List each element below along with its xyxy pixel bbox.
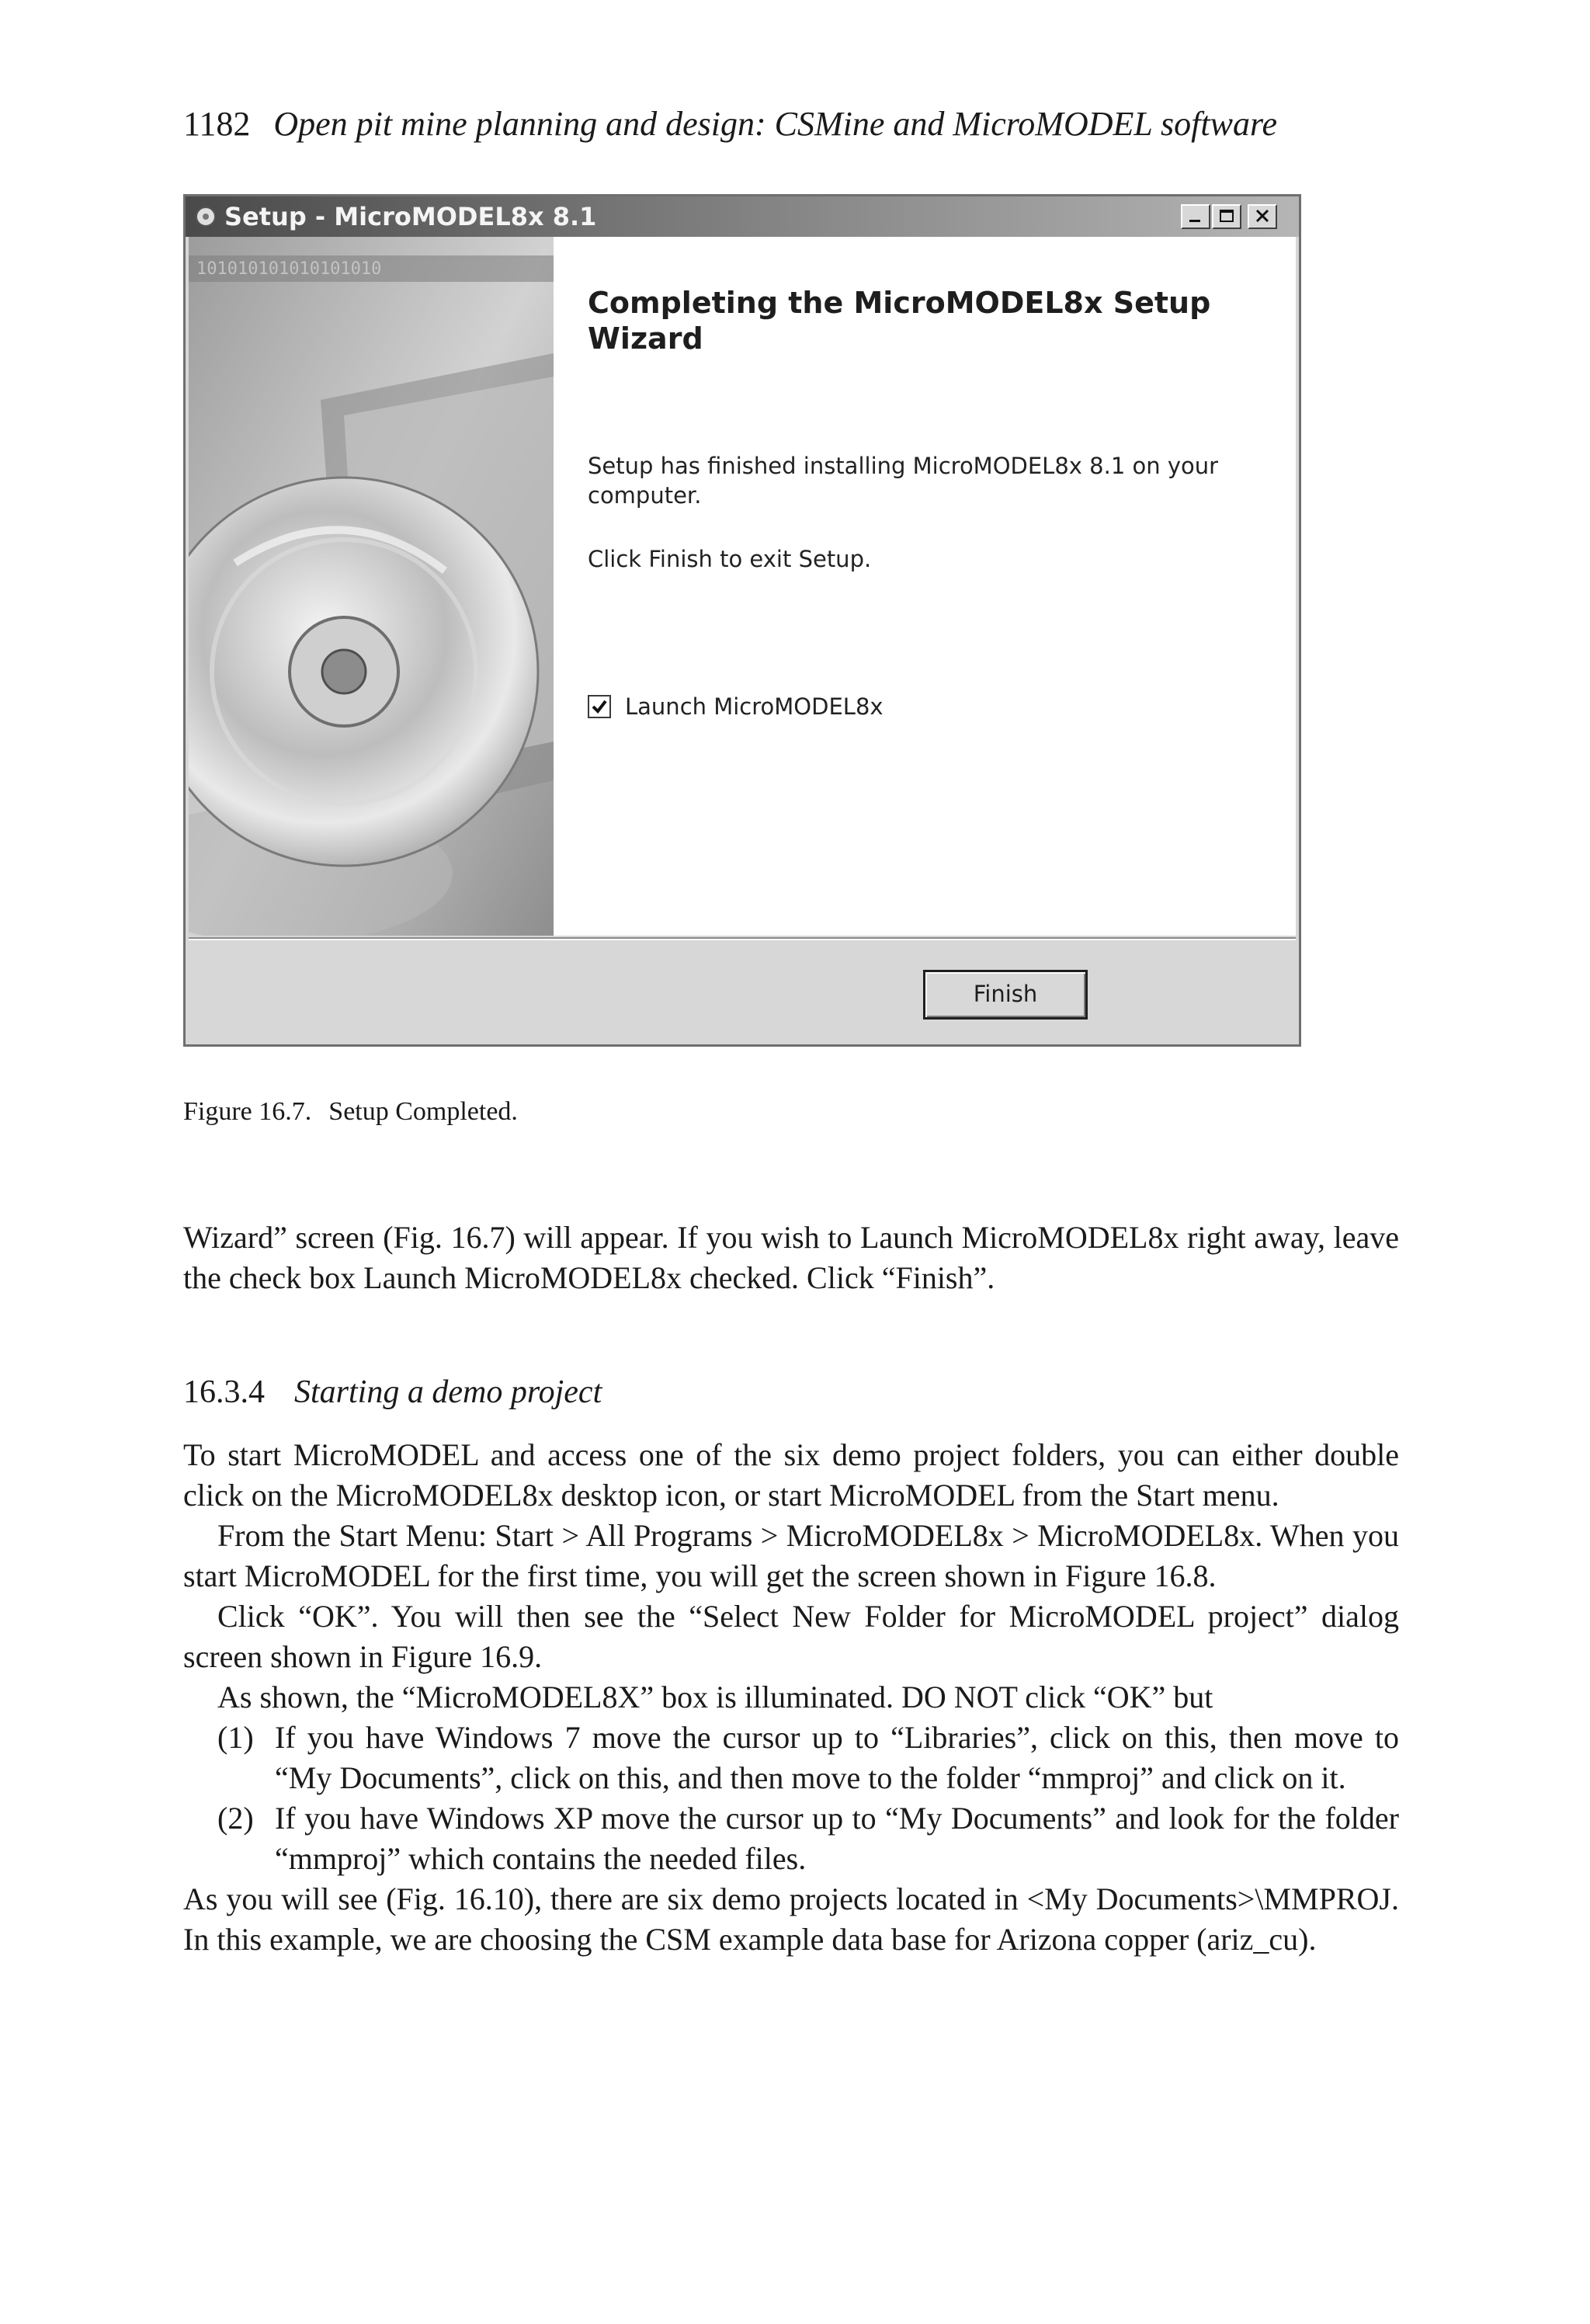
close-icon: [1249, 206, 1276, 228]
list-item-text: If you have Windows 7 move the cursor up to “Libraries”, click on this, then move to “My Documents”, click on this, and then move to the folder “mmproj” and click on it.: [275, 1720, 1399, 1795]
paragraph-demo-projects: As you will see (Fig. 16.10), there are six demo projects located in <My Documents>\MMPROJ. In this example, we are choosing the CSM example data base for Arizona copper (ariz_cu).: [183, 1881, 1399, 1957]
body-paragraph-block-2: [183, 1435, 1399, 1960]
maximize-icon: [1213, 206, 1240, 228]
running-title: Open pit mine planning and design: CSMine and MicroMODEL software: [273, 105, 1277, 143]
page-number: 1182: [183, 105, 251, 143]
svg-text:101010101010101010: 101010101010101010: [196, 259, 382, 279]
title-bar[interactable]: [186, 196, 1299, 237]
wizard-client-area: [189, 237, 1296, 936]
figure-number: Figure 16.7.: [183, 1097, 312, 1126]
wizard-exit-instruction: Click Finish to exit Setup.: [588, 546, 872, 572]
list-item-text: If you have Windows XP move the cursor up to “My Documents” and look for the folder “mmproj” which contains the needed files.: [275, 1801, 1399, 1876]
launch-checkbox[interactable]: [588, 695, 611, 718]
minimize-button[interactable]: [1181, 204, 1210, 229]
figure-caption: [183, 1095, 518, 1129]
setup-app-icon: [195, 206, 217, 228]
list-item: [183, 1718, 1399, 1798]
list-marker: (1): [217, 1720, 254, 1755]
paragraph-illuminated: As shown, the “MicroMODEL8X” box is illuminated. DO NOT click “OK” but: [217, 1680, 1213, 1714]
close-button[interactable]: [1248, 204, 1277, 229]
cd-disc-icon: [189, 237, 554, 936]
setup-wizard-window: [183, 194, 1301, 1047]
running-header: [183, 102, 1277, 146]
checkmark-icon: [589, 697, 609, 717]
button-area-divider: [189, 937, 1296, 940]
minimize-icon: [1182, 206, 1209, 228]
list-item: [183, 1798, 1399, 1879]
section-title: Starting a demo project: [294, 1374, 602, 1410]
window-title: Setup - MicroMODEL8x 8.1: [224, 202, 597, 231]
wizard-message: Setup has finished installing MicroMODEL8x 8.1 on your computer.: [588, 453, 1219, 509]
paragraph-start-menu: From the Start Menu: Start > All Programs > MicroMODEL8x > MicroMODEL8x. When you start MicroMODEL for the first time, you will get the screen shown in Figure 16.8.: [183, 1518, 1399, 1593]
instruction-list: [183, 1718, 1399, 1879]
maximize-button[interactable]: [1212, 204, 1241, 229]
paragraph-click-ok: Click “OK”. You will then see the “Select New Folder for MicroMODEL project” dialog screen shown in Figure 16.9.: [183, 1599, 1399, 1674]
paragraph-wizard: Wizard” screen (Fig. 16.7) will appear. If you wish to Launch MicroMODEL8x right away, leave the check box Launch MicroMODEL8x checked. Click “Finish”.: [183, 1220, 1399, 1295]
finish-button[interactable]: Finish: [923, 970, 1088, 1020]
body-paragraph-block-1: [183, 1218, 1399, 1298]
section-heading: [183, 1371, 602, 1413]
list-marker: (2): [217, 1801, 254, 1836]
section-number: 16.3.4: [183, 1374, 265, 1410]
wizard-heading: Completing the MicroMODEL8x Setup Wizard: [588, 286, 1211, 356]
wizard-side-image: [189, 237, 554, 936]
figure-caption-text: Setup Completed.: [328, 1097, 518, 1126]
paragraph-start-micromodel: To start MicroMODEL and access one of the six demo project folders, you can either double click on the MicroMODEL8x desktop icon, or start MicroMODEL from the Start menu.: [183, 1437, 1399, 1513]
launch-checkbox-label[interactable]: Launch MicroMODEL8x: [625, 693, 884, 720]
